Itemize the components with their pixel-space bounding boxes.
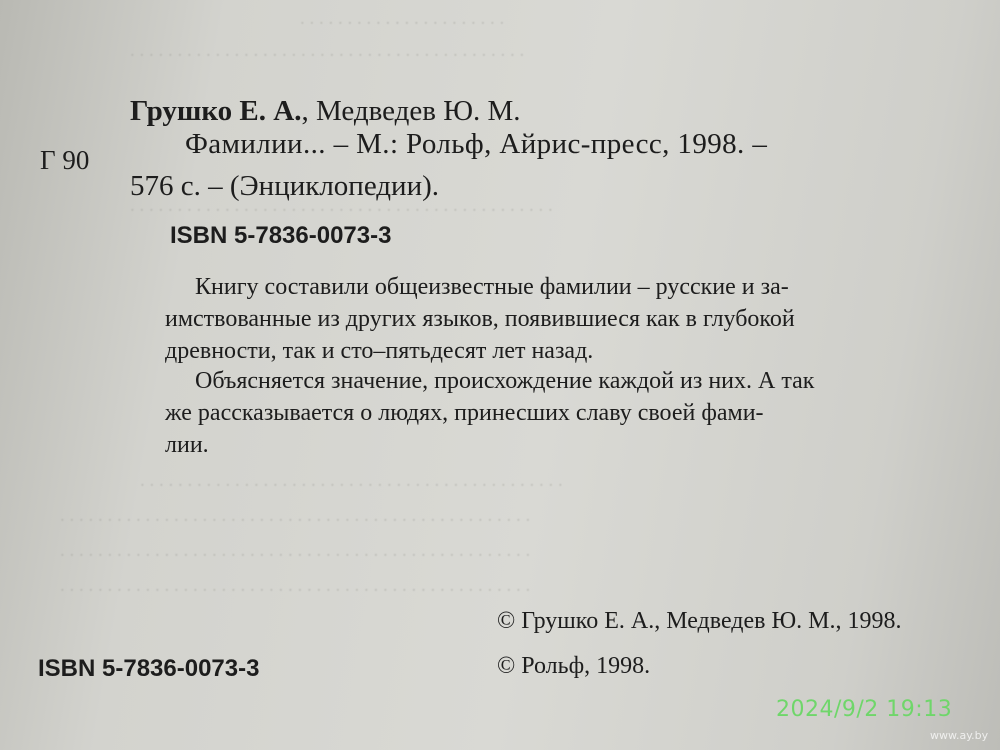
show-through-text: . . . . . . . . . . . . . . . . . . . . . . . . . . . . . . . . . . . . . . . . . . . . . . . . . . — [60, 540, 531, 561]
authors-line — [130, 95, 521, 128]
annotation-line: же рассказывается о людях, принесших славу своей фами- — [165, 400, 764, 426]
show-through-text: . . . . . . . . . . . . . . . . . . . . . . . . . . . . . . . . . . . . . . . . . . . . . . . . . . — [60, 575, 531, 596]
first-author: Грушко Е. А. — [130, 95, 302, 127]
library-classmark: Г 90 — [40, 145, 90, 175]
copyright-publisher: © Рольф, 1998. — [497, 653, 651, 679]
annotation-line: древности, так и сто–пятьдесят лет назад. — [165, 338, 594, 364]
isbn-top: ISBN 5-7836-0073-3 — [170, 222, 392, 249]
show-through-text: . . . . . . . . . . . . . . . . . . . . . . . . . . . . . . . . . . . . . . . . . . . . . — [130, 195, 553, 216]
isbn-bottom: ISBN 5-7836-0073-3 — [38, 655, 260, 682]
annotation-line: Объясняется значение, происхождение каждой из них. А так — [195, 368, 815, 394]
copyright-authors: © Грушко Е. А., Медведев Ю. М., 1998. — [497, 608, 902, 634]
site-watermark: www.ay.by — [930, 729, 989, 742]
photo-date-stamp: 2024/9/2 19:13 — [776, 697, 953, 722]
show-through-text: . . . . . . . . . . . . . . . . . . . . . . . . . . . . . . . . . . . . . . . . . . — [130, 40, 525, 61]
show-through-text: . . . . . . . . . . . . . . . . . . . . . . . . . . . . . . . . . . . . . . . . . . . . . . . . . . — [60, 505, 531, 526]
co-author: , Медведев Ю. М. — [301, 95, 521, 127]
show-through-text: . . . . . . . . . . . . . . . . . . . . . . — [300, 8, 505, 29]
show-through-text: . . . . . . . . . . . . . . . . . . . . . . . . . . . . . . . . . . . . . . . . . . . . . — [140, 470, 563, 491]
annotation-line: имствованные из других языков, появившиеся как в глубокой — [165, 306, 795, 332]
annotation-line: Книгу составили общеизвестные фамилии – русские и за- — [195, 274, 789, 300]
annotation-line: лии. — [165, 432, 209, 458]
title-publisher-line: Фамилии... – М.: Рольф, Айрис-пресс, 1998. – — [185, 128, 768, 160]
pages-series-line: 576 с. – (Энциклопедии). — [130, 170, 440, 202]
